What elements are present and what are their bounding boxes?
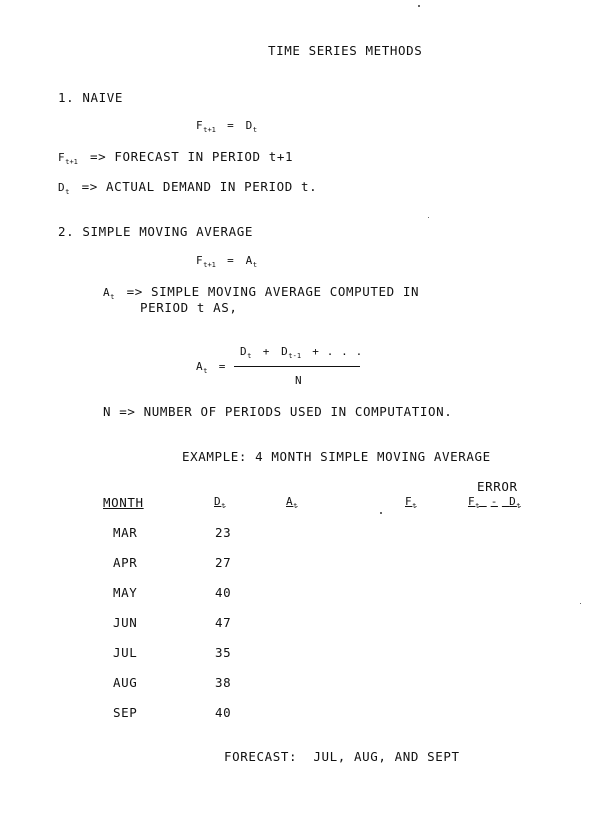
formula-lhs: F (196, 254, 204, 267)
month-cell: MAY (113, 585, 138, 600)
demand-cell: 38 (215, 675, 232, 690)
month-cell: JUL (113, 645, 138, 660)
sma-def-n: N => NUMBER OF PERIODS USED IN COMPUTATION. (103, 404, 453, 419)
page-title: TIME SERIES METHODS (268, 43, 423, 58)
col-header-error (468, 495, 521, 510)
naive-def-demand (58, 179, 317, 196)
fraction-bar (234, 366, 360, 367)
col-header-month: MONTH (103, 495, 144, 510)
demand-cell: 27 (215, 555, 232, 570)
month-cell: MAR (113, 525, 138, 540)
scan-speck (428, 217, 429, 218)
formula-lhs-sub: t+1 (203, 126, 216, 134)
col-header-error-d: D (509, 495, 517, 508)
scan-speck (580, 603, 581, 604)
example-title: EXAMPLE: 4 MONTH SIMPLE MOVING AVERAGE (182, 449, 491, 464)
def-text: => FORECAST IN PERIOD t+1 (90, 149, 294, 164)
demand-cell: 40 (215, 705, 232, 720)
def-text: => SIMPLE MOVING AVERAGE COMPUTED IN (126, 284, 420, 299)
def-text: => ACTUAL DEMAND IN PERIOD t. (81, 179, 318, 194)
naive-formula (196, 119, 257, 134)
forecast-note: FORECAST: JUL, AUG, AND SEPT (224, 749, 460, 764)
month-cell: SEP (113, 705, 138, 720)
scan-speck (418, 5, 420, 7)
def-symbol: A (103, 286, 111, 299)
numerator-d1: D (240, 345, 248, 358)
scan-speck (380, 512, 382, 514)
formula-lhs: F (196, 119, 204, 132)
col-header-error-f: F (468, 495, 476, 508)
month-cell: APR (113, 555, 138, 570)
fraction-numerator (240, 345, 363, 360)
sma-def-average (103, 284, 419, 301)
col-header-error-d-sub: t (516, 502, 521, 510)
def-symbol-sub: t (65, 188, 70, 196)
col-header-demand-sub: t (221, 502, 226, 510)
numerator-plus: + (262, 345, 270, 358)
sma-formula (196, 254, 257, 269)
formula-eq: = (227, 254, 235, 267)
numerator-d2-sub: t-1 (288, 352, 302, 360)
col-header-average (286, 495, 297, 510)
def-symbol: D (58, 181, 66, 194)
col-header-forecast-symbol: F (405, 495, 413, 508)
month-cell: AUG (113, 675, 138, 690)
formula-rhs: A (245, 254, 253, 267)
fraction-denominator: N (295, 374, 303, 387)
numerator-d1-sub: t (247, 352, 252, 360)
col-header-error-minus: - (490, 495, 498, 508)
col-header-forecast-sub: t (412, 502, 417, 510)
formula-lhs-sub: t+1 (203, 261, 216, 269)
def-symbol-sub: t (110, 293, 115, 301)
fraction-lhs-symbol: A (196, 360, 204, 373)
error-label: ERROR (477, 479, 518, 494)
sma-def-average-cont: PERIOD t AS, (140, 300, 238, 315)
formula-rhs: D (245, 119, 253, 132)
numerator-d2: D (281, 345, 289, 358)
demand-cell: 23 (215, 525, 232, 540)
col-header-error-f-sub: t (475, 502, 480, 510)
fraction-lhs (196, 360, 226, 375)
demand-cell: 40 (215, 585, 232, 600)
formula-rhs-sub: t (252, 261, 258, 269)
naive-heading: 1. NAIVE (58, 90, 124, 105)
col-header-average-symbol: A (286, 495, 294, 508)
formula-rhs-sub: t (252, 126, 258, 134)
sma-heading: 2. SIMPLE MOVING AVERAGE (58, 224, 254, 239)
col-header-average-sub: t (293, 502, 298, 510)
fraction-eq: = (218, 360, 226, 373)
demand-cell: 47 (215, 615, 232, 630)
def-symbol: F (58, 151, 66, 164)
fraction-lhs-sub: t (203, 367, 208, 375)
month-cell: JUN (113, 615, 138, 630)
formula-eq: = (227, 119, 235, 132)
col-header-demand-symbol: D (214, 495, 222, 508)
col-header-demand (214, 495, 225, 510)
def-symbol-sub: t+1 (65, 158, 78, 166)
naive-def-forecast (58, 149, 293, 166)
numerator-plus-ellipsis: + . . . (312, 345, 363, 358)
col-header-forecast (405, 495, 416, 510)
demand-cell: 35 (215, 645, 232, 660)
